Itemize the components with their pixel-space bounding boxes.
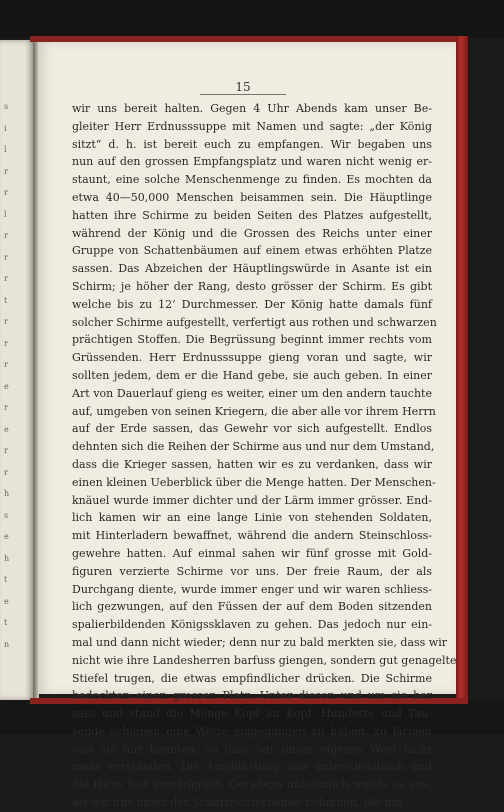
text-line: prächtigen Stoffen. Die Begrüssung beginnt immer rechts vom bbox=[72, 333, 432, 347]
facing-page-fragment: h bbox=[4, 489, 10, 498]
text-line: gleiter Herr Erdnusssuppe mit Namen und sagte: „der König bbox=[72, 119, 432, 133]
facing-page-fragment: r bbox=[4, 188, 8, 197]
facing-page-fragment: r bbox=[4, 252, 8, 262]
facing-page-fragment: r bbox=[4, 446, 8, 455]
facing-page-fragment: e bbox=[4, 381, 9, 391]
text-line: dehnten sich die Reihen der Schirme aus und nur dem Umstand, bbox=[72, 440, 435, 454]
text-line: solcher Schirme aufgestellt, verfertigt aus rothen und schwarzen bbox=[72, 315, 437, 329]
facing-page-fragment: t bbox=[4, 575, 8, 584]
text-line: Grüssenden. Herr Erdnusssuppe gieng voran und sagte, wir bbox=[72, 351, 432, 365]
facing-page-fragment: r bbox=[4, 274, 8, 283]
text-line: Art von Dauerlauf gieng es weiter, einer um den andern tauchte bbox=[72, 386, 432, 400]
text-line: mal und dann nicht wieder; denn nur zu bald merkten sie, dass wir bbox=[72, 635, 447, 649]
facing-page-fragment: n bbox=[4, 639, 10, 649]
text-line: figuren verzierte Schirme vor uns. Der freie Raum, der als bbox=[72, 564, 432, 578]
facing-page-fragment: l bbox=[4, 145, 7, 154]
text-line: während der König und die Grossen des Reichs unter einer bbox=[72, 226, 432, 240]
facing-page-fragment: i bbox=[4, 123, 7, 133]
text-line: bedeckten einen grossen Platz. Unter diesen und um sie her bbox=[72, 689, 432, 703]
text-line: sass und stand die Menge Kopf an Kopf. Hunderte und Tau- bbox=[72, 707, 432, 721]
text-line: dass die Krieger sassen, hatten wir es zu verdanken, dass wir bbox=[72, 457, 432, 471]
text-line: mit Hinterladern bewaffnet, während die andern Steinschloss- bbox=[72, 529, 432, 543]
backdrop-top bbox=[0, 0, 504, 38]
facing-page-fragment: e bbox=[4, 424, 9, 434]
facing-page-fragment: r bbox=[4, 166, 8, 176]
text-line: hatten ihre Schirme zu beiden Seiten des Platzes aufgestellt, bbox=[72, 208, 432, 222]
facing-page-fragment: l bbox=[4, 209, 7, 219]
facing-page-fragment: r bbox=[4, 467, 8, 477]
facing-page-fragment: t bbox=[4, 295, 8, 305]
text-line: staunt, eine solche Menschenmenge zu finden. Es mochten da bbox=[72, 173, 432, 187]
text-line: Durchgang diente, wurde immer enger und wir waren schliess- bbox=[72, 582, 432, 596]
text-line: nicht wie ihre Landesherren barfuss giengen, sondern gut genagelte bbox=[72, 653, 457, 667]
facing-page-fragment: s bbox=[4, 102, 9, 111]
text-line: Schirm; je höher der Rang, desto grösser der Schirm. Es gibt bbox=[72, 279, 432, 293]
text-line: gewehre hatten. Auf einmal sahen wir fünf grosse mit Gold- bbox=[72, 546, 432, 560]
text-line: sollten jedem, dem er die Hand gebe, sie auch geben. In einer bbox=[72, 368, 432, 382]
facing-page-fragment: e bbox=[4, 532, 9, 541]
facing-page-fragment: t bbox=[4, 618, 8, 627]
text-line: auf, umgeben von seinen Kriegern, die aber alle vor ihrem Herrn bbox=[72, 404, 436, 418]
text-line: die Hitze fast unerträglich. Geradezu unheimlich wurde es uns, bbox=[72, 778, 432, 792]
text-line: nun auf den grossen Empfangsplatz und waren nicht wenig er- bbox=[72, 155, 432, 169]
facing-page-fragment: r bbox=[4, 338, 8, 348]
text-line: mehr verstanden. Die Ausdünstung war unbeschreiblich und bbox=[72, 760, 432, 774]
text-line: als wir uns unter der Scharfrichterbande befanden, die mit bbox=[72, 796, 403, 810]
text-line: lich gezwungen, auf den Füssen der auf dem Boden sitzenden bbox=[72, 600, 432, 614]
facing-page-fragment: r bbox=[4, 403, 8, 412]
text-line: knäuel wurde immer dichter und der Lärm immer grösser. End- bbox=[72, 493, 432, 507]
text-line: lich kamen wir an eine lange Linie von stehenden Soldaten, bbox=[72, 511, 432, 525]
cover-edge-right bbox=[456, 36, 468, 702]
page-number: 15 bbox=[235, 80, 251, 94]
text-line: sende schienen eine Wette eingegangen zu haben, zu lärmen bbox=[72, 724, 432, 738]
text-line: sitzt“ d. h. ist bereit euch zu empfangen. Wir begaben uns bbox=[72, 137, 432, 151]
text-line: spalierbildenden Königssklaven zu gehen. Das jedoch nur ein- bbox=[72, 618, 432, 632]
facing-page-edge bbox=[0, 40, 34, 700]
text-line: einen kleinen Ueberblick über die Menge hatten. Der Menschen- bbox=[72, 475, 436, 489]
text-line: auf der Erde sassen, das Gewehr vor sich aufgestellt. Endlos bbox=[72, 422, 432, 436]
facing-page-fragment: h bbox=[4, 553, 10, 563]
text-line: welche bis zu 12‘ Durchmesser. Der König hatte damals fünf bbox=[72, 297, 432, 311]
text-line: was sie nur konnten, so dass wir unser eigenes Wort nicht bbox=[72, 742, 432, 756]
text-line: sassen. Das Abzeichen der Häuptlingswürde in Asante ist ein bbox=[72, 262, 432, 276]
text-line: wir uns bereit halten. Gegen 4 Uhr Abends kam unser Be- bbox=[72, 102, 432, 115]
text-line: Stiefel trugen, die etwas empfindlicher drücken. Die Schirme bbox=[72, 671, 432, 685]
text-line: Gruppe von Schattenbäumen auf einem etwas erhöhten Platze bbox=[72, 244, 432, 258]
facing-page-fragment: r bbox=[4, 317, 8, 326]
facing-page-fragment: r bbox=[4, 360, 8, 369]
header-rule bbox=[200, 94, 286, 95]
text-line: etwa 40—50,000 Menschen beisammen sein. Die Häuptlinge bbox=[72, 190, 432, 204]
facing-page-fragment: e bbox=[4, 596, 9, 606]
facing-page-fragment: r bbox=[4, 231, 8, 240]
page-body-text bbox=[72, 100, 457, 812]
facing-page-fragment: s bbox=[4, 510, 9, 520]
